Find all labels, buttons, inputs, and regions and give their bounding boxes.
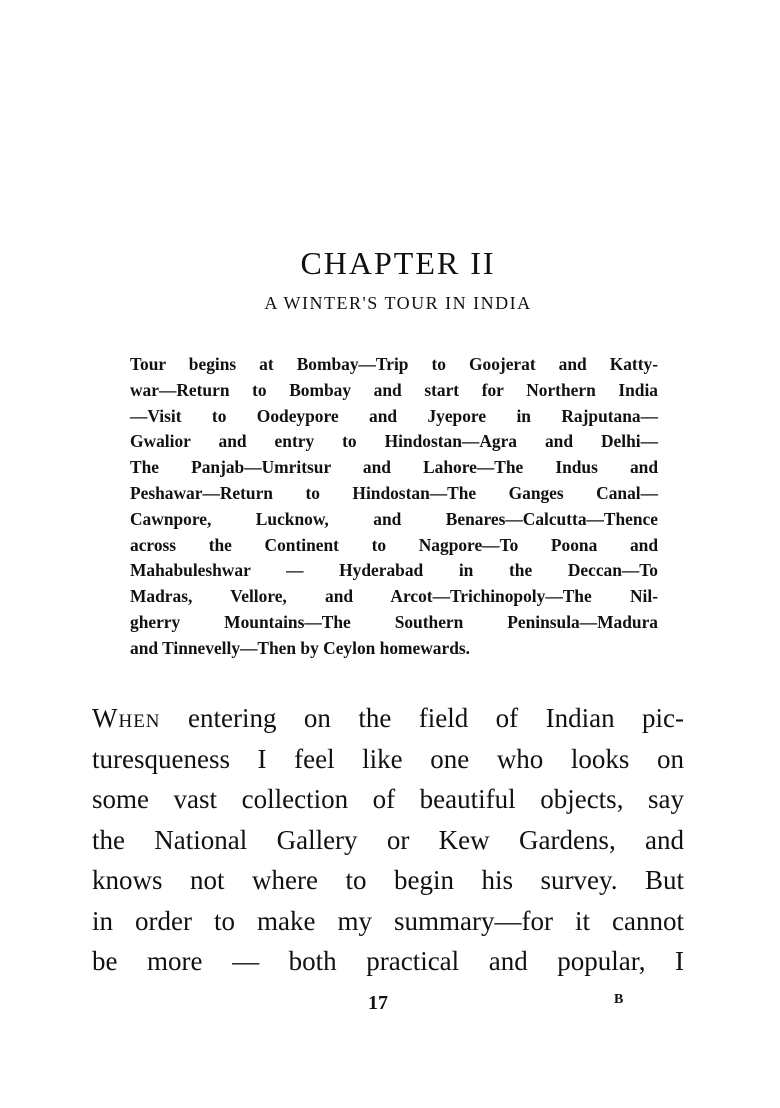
chapter-summary [130,352,658,662]
summary-line: Peshawar—Return to Hindostan—The Ganges Canal— [130,482,658,503]
summary-line: Gwalior and entry to Hindostan—Agra and Delhi— [130,431,658,452]
body-paragraph [92,698,684,982]
chapter-title: CHAPTER II [300,245,496,282]
body-line: in order to make my summary—for it cannot [92,905,684,936]
summary-line: Cawnpore, Lucknow, and Benares—Calcutta—Thence [130,508,658,529]
summary-line: —Visit to Oodeypore and Jyepore in Rajputana— [130,405,658,426]
body-line: knows not where to begin his survey. But [92,865,684,895]
drop-word: When [92,703,161,733]
summary-line: and Tinnevelly—Then by Ceylon homewards. [130,637,470,658]
page-number: 17 [368,992,388,1014]
summary-line: Mahabuleshwar — Hyderabad in the Deccan—To [130,560,658,581]
body-line: turesqueness I feel like one who looks on [92,743,684,774]
summary-line: across the Continent to Nagpore—To Poona and [130,534,658,555]
summary-line: Tour begins at Bombay—Trip to Goojerat and Katty- [130,354,658,374]
body-line [92,698,684,739]
body-line: the National Gallery or Kew Gardens, and [92,824,684,855]
summary-line: war—Return to Bombay and start for Northern India [130,379,658,400]
first-line-text: entering on the field of Indian pic- [160,703,684,733]
body-line: be more — both practical and popular, I [92,946,684,976]
summary-line: gherry Mountains—The Southern Peninsula—Madura [130,611,658,632]
signature-mark: B [614,992,624,1007]
summary-line: The Panjab—Umritsur and Lahore—The Indus and [130,457,658,478]
chapter-subtitle: A WINTER'S TOUR IN INDIA [264,293,532,313]
body-line: some vast collection of beautiful objects, say [92,784,684,814]
summary-line: Madras, Vellore, and Arcot—Trichinopoly—The Nil- [130,586,658,607]
